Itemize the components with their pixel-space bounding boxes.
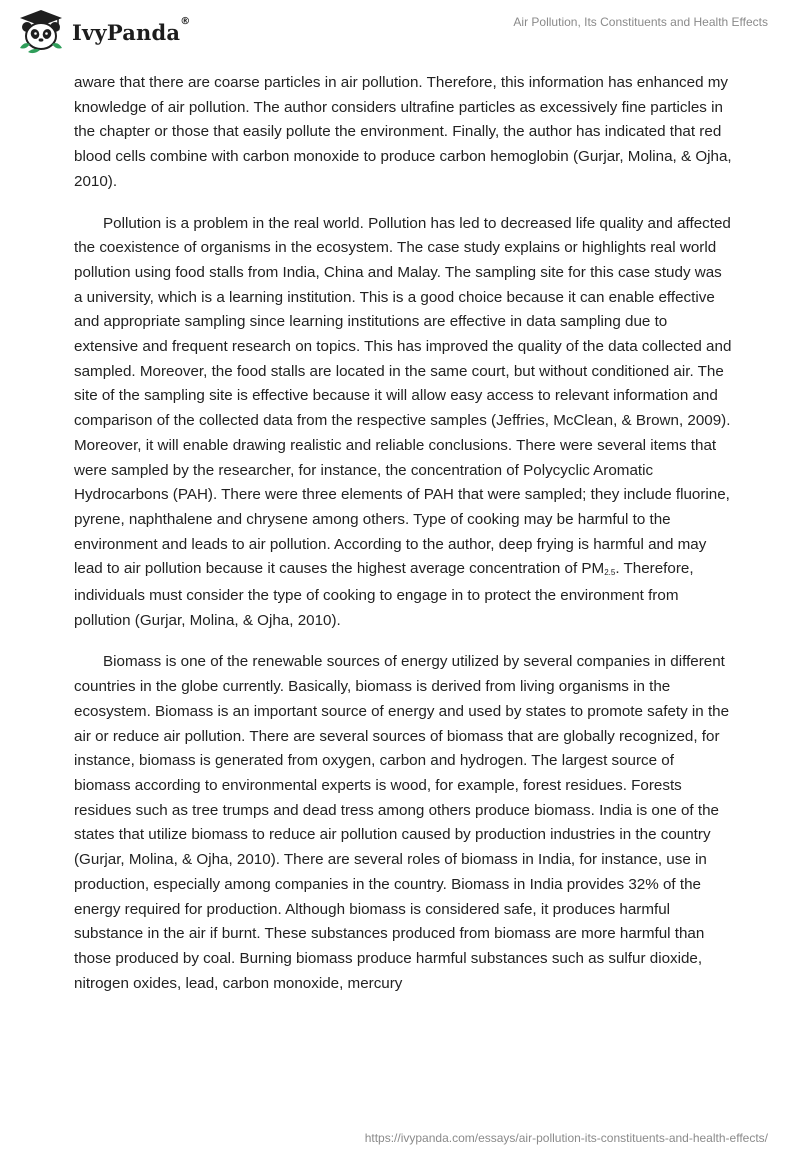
pm-subscript: 2.5 (604, 568, 616, 578)
logo-registered-mark: ® (180, 15, 191, 27)
logo-wordmark (72, 15, 191, 45)
ivypanda-logo[interactable] (14, 8, 190, 56)
page-header (0, 0, 800, 64)
document-title: Air Pollution, Its Constituents and Health Effects (513, 15, 768, 29)
paragraph-2-text-b: . Therefore, individuals must consider the type of cooking to engage in to protect the environment from pollution (Gurjar, Molina, & Ojha, 2010). (74, 560, 694, 629)
logo-name: IvyPanda (72, 19, 181, 45)
essay-body (74, 71, 734, 1013)
paragraph-1: aware that there are coarse particles in air pollution. Therefore, this information has enhanced my knowledge of air pollution. The author considers ultrafine particles as excessively fine particles in the chapter or those that easily pollute the environment. Finally, the author has indicated that red blood cells combine with carbon monoxide to produce carbon hemoglobin (Gurjar, Molina, & Ojha, 2010). (74, 74, 732, 190)
paragraph-2 (74, 212, 734, 634)
paragraph-3: Biomass is one of the renewable sources of energy utilized by several companies in different countries in the globe currently. Basically, biomass is derived from living organisms in the ecosystem. Biomass is an important source of energy and used by states to promote safety in the air or reduce air pollution. There are several sources of biomass that are globally recognized, for instance, biomass is generated from oxygen, carbon and hydrogen. The largest source of biomass according to environmental experts is wood, for example, forest residues. Forests residues such as tree trumps and dead tress among others produce biomass. India is one of the states that utilize biomass to reduce air pollution caused by production industries in the country (Gurjar, Molina, & Ojha, 2010). There are several roles of biomass in India, for instance, use in production, especially among companies in the country. Biomass in India provides 32% of the energy required for production. Although biomass is considered safe, it produces harmful substance in the air if burnt. These substances produced from biomass are more harmful than those produced by coal. Burning biomass produce harmful substances such as sulfur dioxide, nitrogen oxides, lead, carbon monoxide, mercury (74, 653, 730, 992)
paragraph-2-text-a: Pollution is a problem in the real world. Pollution has led to decreased life quality and affected the coexistence of organisms in the ecosystem. The case study explains or highlights real world pollution using food stalls from India, China and Malay. The sampling site for this case study was a university, which is a learning institution. This is a good choice because it can enable effective and appropriate sampling since learning institutions are effective in data sampling due to extensive and frequent research on topics. This has improved the quality of the data collected and sampled. Moreover, the food stalls are located in the same court, but without conditioned air. The site of the sampling site is effective because it will allow easy access to relevant information and comparison of the collected data from the respective samples (Jeffries, McClean, & Brown, 2009). Moreover, it will enable drawing realistic and reliable conclusions. There were several items that were sampled by the researcher, for instance, the concentration of Polycyclic Aromatic Hydrocarbons (PAH). There were three elements of PAH that were sampled; they include fluorine, pyrene, naphthalene and chrysene among others. Type of cooking may be harmful to the environment and leads to air pollution. According to the author, deep frying is harmful and may lead to air pollution because it causes the highest average concentration of PM (74, 214, 732, 578)
panda-logo-icon (14, 8, 68, 56)
source-url[interactable]: https://ivypanda.com/essays/air-pollution-its-constituents-and-health-effects/ (364, 1131, 768, 1145)
